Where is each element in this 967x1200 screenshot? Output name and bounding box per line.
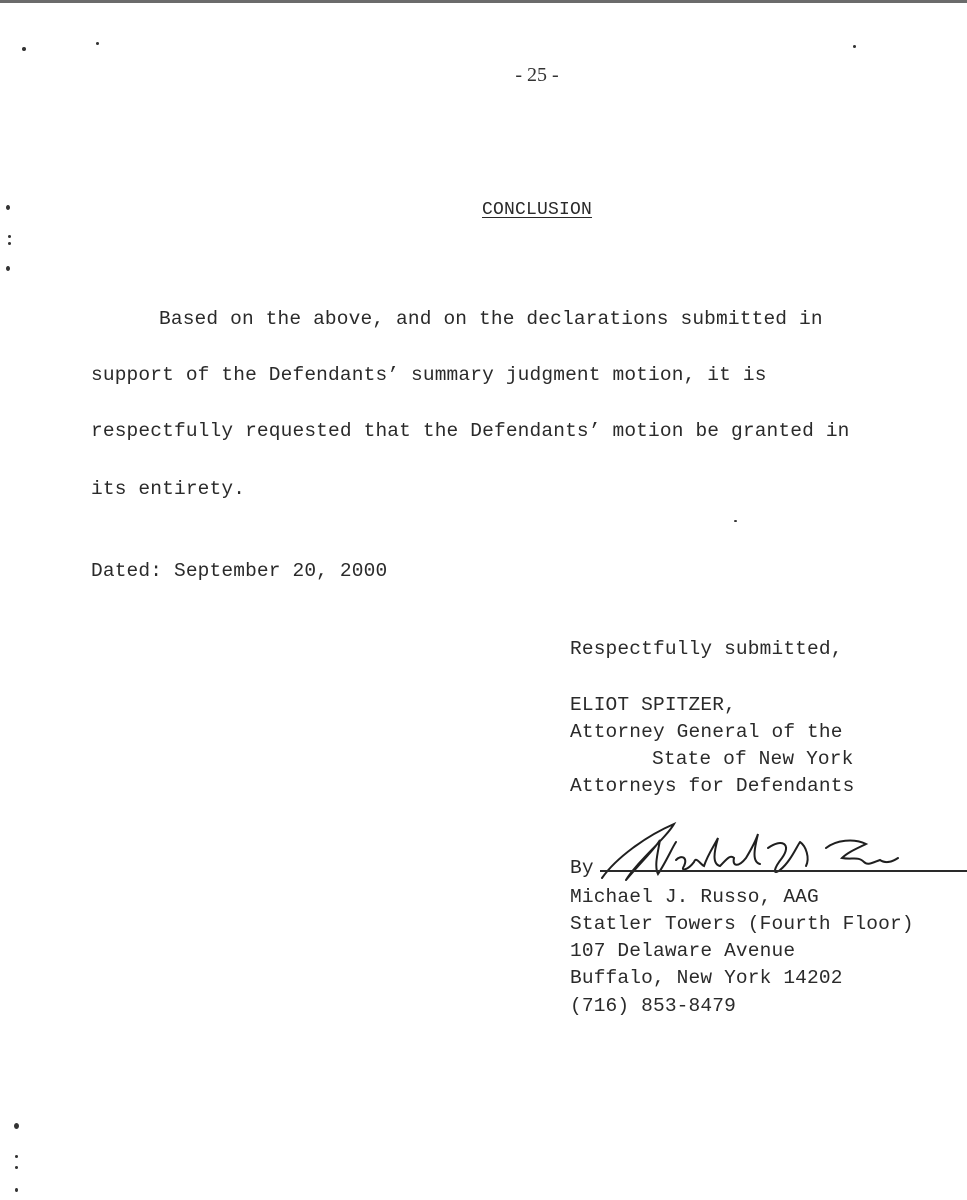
- scan-speck: [8, 242, 11, 245]
- attorney-general-title: Attorney General of the: [570, 721, 843, 743]
- scan-speck: [15, 1188, 18, 1192]
- scan-speck: [8, 235, 11, 238]
- scan-speck: [15, 1155, 18, 1158]
- scan-speck: [853, 45, 856, 48]
- body-paragraph-line: respectfully requested that the Defendants’ motion be granted in: [91, 420, 850, 442]
- address-line: Statler Towers (Fourth Floor): [570, 913, 914, 935]
- closing-text: Respectfully submitted,: [570, 638, 843, 660]
- signature-line: [600, 870, 967, 872]
- scan-speck: [734, 520, 737, 522]
- top-border-line: [0, 0, 967, 3]
- scan-speck: [96, 42, 99, 45]
- attorney-general-state: State of New York: [652, 748, 854, 770]
- scan-speck: [6, 266, 10, 271]
- attorneys-for-line: Attorneys for Defendants: [570, 775, 855, 797]
- body-paragraph-line: its entirety.: [91, 478, 246, 500]
- by-label: By: [570, 857, 594, 879]
- attorney-general-name: ELIOT SPITZER,: [570, 694, 736, 716]
- page-number: - 25 -: [515, 64, 559, 86]
- address-line: 107 Delaware Avenue: [570, 940, 796, 962]
- phone-number: (716) 853-8479: [570, 995, 736, 1017]
- date-line: Dated: September 20, 2000: [91, 560, 388, 582]
- scan-speck: [14, 1123, 19, 1129]
- address-line: Buffalo, New York 14202: [570, 967, 843, 989]
- body-paragraph-line: Based on the above, and on the declarations submitted in: [159, 308, 823, 330]
- body-paragraph-line: support of the Defendants’ summary judgment motion, it is: [91, 364, 767, 386]
- handwritten-signature: [596, 818, 967, 890]
- scan-speck: [15, 1166, 18, 1169]
- section-heading: CONCLUSION: [481, 200, 593, 220]
- signer-name: Michael J. Russo, AAG: [570, 886, 819, 908]
- scan-speck: [22, 47, 26, 51]
